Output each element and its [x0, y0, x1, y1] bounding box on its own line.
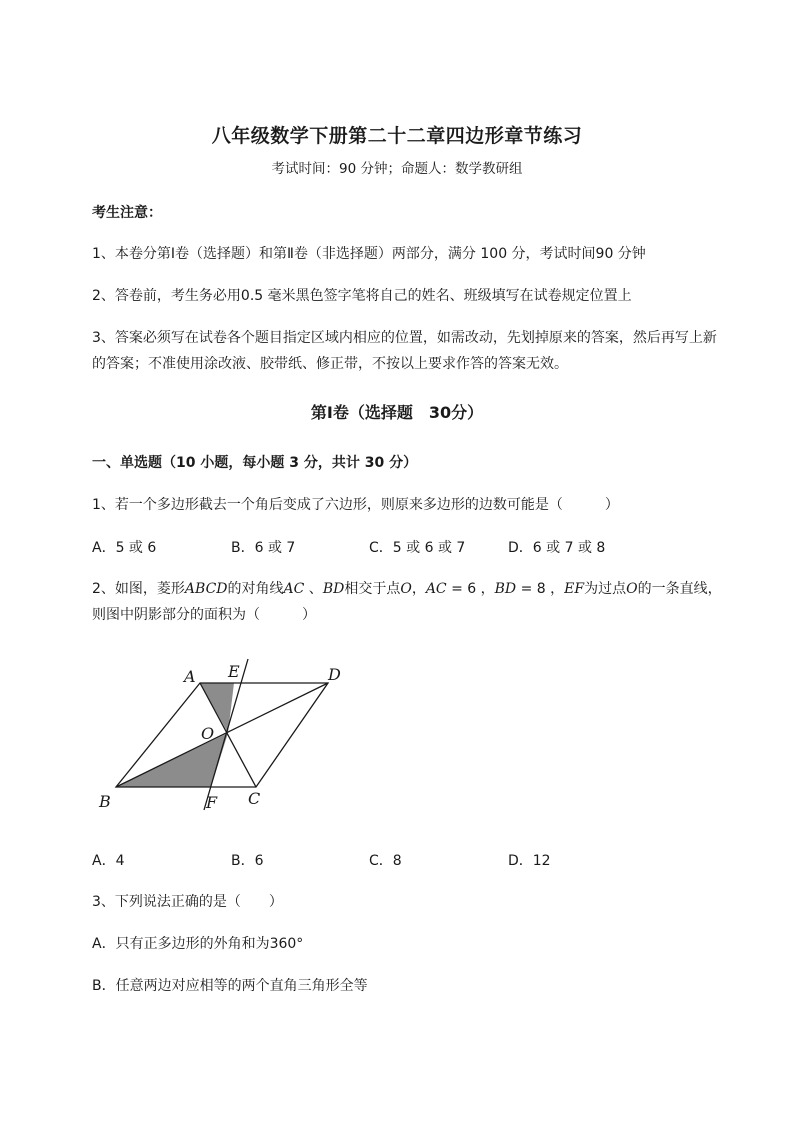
section-title: 第Ⅰ卷（选择题 30分）	[310, 403, 484, 422]
q1-option-c: C．5 或 6 或 7	[369, 540, 466, 556]
q1-option-b: B．6 或 7	[231, 540, 296, 556]
notice-item-1: 1、本卷分第Ⅰ卷（选择题）和第Ⅱ卷（非选择题）两部分，满分 100 分，考试时间90 分钟	[92, 246, 646, 262]
q1-option-a: A．5 或 6	[92, 540, 157, 556]
label-d: D	[328, 665, 341, 684]
q2-var: O	[400, 581, 412, 597]
label-c: C	[248, 789, 261, 808]
q3-option-b: B．任意两边对应相等的两个直角三角形全等	[92, 978, 368, 994]
q2-option-b: B．6	[231, 853, 264, 869]
notice-item-2: 2、答卷前，考生务必用0.5 毫米黑色签字笔将自己的姓名、班级填写在试卷规定位置上	[92, 288, 632, 304]
q2-option-a: A．4	[92, 853, 125, 869]
label-o: O	[201, 724, 215, 743]
q2-var: O	[626, 581, 638, 597]
question-2-stem-line2: 则图中阴影部分的面积为（ ）	[92, 607, 316, 623]
q2-stem-text: 相交于点	[344, 581, 401, 597]
q2-stem-text: 2、如图，菱形	[92, 581, 185, 597]
q2-stem-text: 的对角线	[227, 581, 284, 597]
notice-item-3: 3、答案必须写在试卷各个题目指定区域内相应的位置，如需改动，先划掉原来的答案，然后再写上新	[92, 330, 717, 346]
q2-var: BD	[322, 581, 345, 597]
q2-stem-text: 、	[304, 581, 323, 597]
q2-stem-text: = 6 ，	[446, 581, 495, 597]
q2-option-d: D．12	[508, 853, 551, 869]
q2-stem-text: 为过点	[584, 581, 627, 597]
question-2-stem	[92, 578, 722, 598]
question-1-stem: 1、若一个多边形截去一个角后变成了六边形，则原来多边形的边数可能是（ ）	[92, 497, 619, 513]
rhombus-figure	[90, 650, 360, 820]
q2-option-c: C．8	[369, 853, 402, 869]
q2-stem-text: 的一条直线，	[637, 581, 722, 597]
exam-info: 考试时间：90 分钟；命题人：数学教研组	[271, 161, 523, 177]
page-title: 八年级数学下册第二十二章四边形章节练习	[211, 125, 583, 147]
q2-stem-text: ，	[411, 581, 426, 597]
q2-var: AC	[283, 581, 305, 597]
label-b: B	[99, 792, 111, 811]
q2-var: EF	[564, 581, 585, 597]
part-title: 一、单选题（10 小题，每小题 3 分，共计 30 分）	[92, 455, 418, 471]
notice-item-3-cont: 的答案；不准使用涂改液、胶带纸、修正带，不按以上要求作答的答案无效。	[92, 356, 568, 372]
label-e: E	[228, 662, 240, 681]
label-a: A	[184, 667, 196, 686]
notice-heading: 考生注意：	[92, 205, 162, 221]
question-3-stem: 3、下列说法正确的是（ ）	[92, 894, 283, 910]
q2-var: AC	[425, 581, 447, 597]
q2-var: BD	[494, 581, 517, 597]
q3-option-a: A．只有正多边形的外角和为360°	[92, 936, 304, 952]
q2-stem-text: = 8 ，	[516, 581, 565, 597]
q1-option-d: D．6 或 7 或 8	[508, 540, 606, 556]
q2-var: ABCD	[184, 581, 228, 597]
label-f: F	[206, 793, 218, 812]
